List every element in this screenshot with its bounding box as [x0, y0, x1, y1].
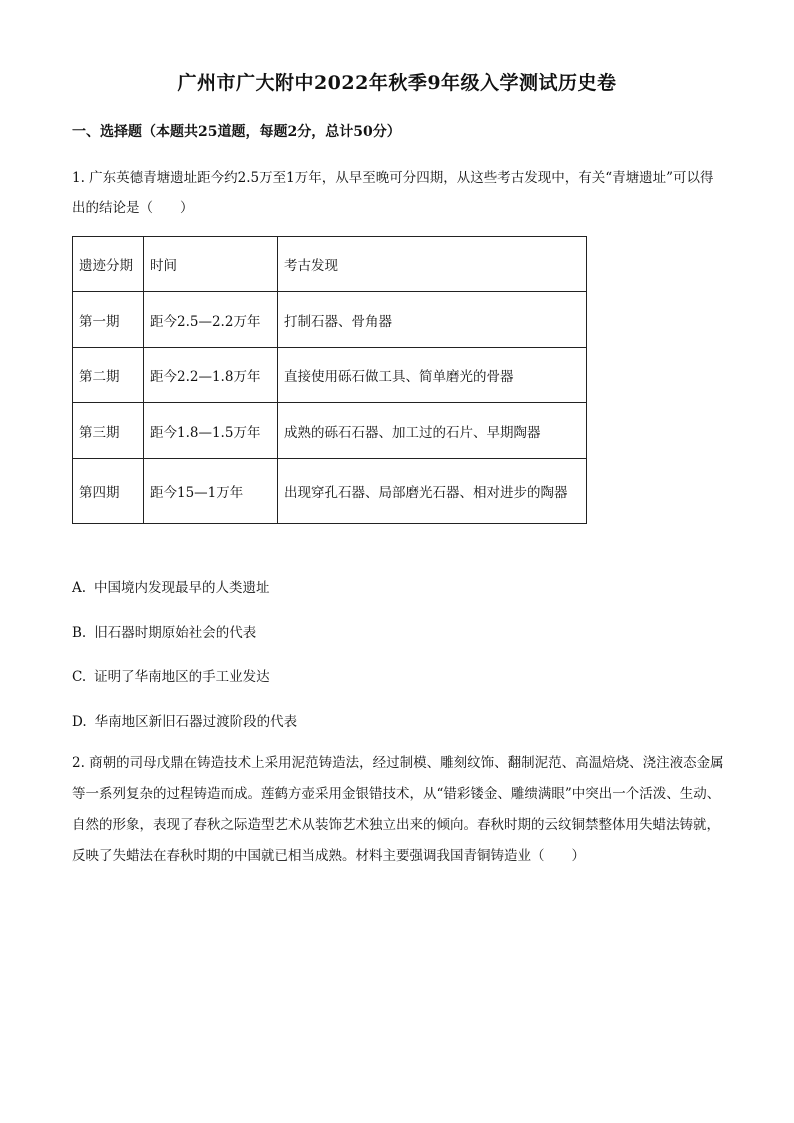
- option-letter: D.: [72, 714, 87, 730]
- table-cell: 第一期: [73, 292, 144, 348]
- table-cell: 第四期: [73, 459, 144, 524]
- section-heading: 一、选择题（本题共25道题，每题2分，总计50分）: [72, 124, 401, 140]
- option-a[interactable]: [72, 576, 270, 596]
- table-row: [73, 348, 587, 403]
- table-row: [73, 459, 587, 524]
- page-title: 广州市广大附中2022年秋季9年级入学测试历史卷: [177, 72, 617, 94]
- table-header-cell: 时间: [144, 237, 278, 292]
- table-cell: 直接使用砾石做工具、简单磨光的骨器: [278, 348, 587, 403]
- question-2-text: 2. 商朝的司母戊鼎在铸造技术上采用泥范铸造法，经过制模、雕刻纹饰、翻制泥范、高温焙烧、浇注液态金属等一系列复杂的过程铸造而成。莲鹤方壶采用金银错技术，从“错彩镂金、雕缋满眼”中突出一个活泼、生动、自然的形象，表现了春秋之际造型艺术从装饰艺术独立出来的倾向。春秋时期的云纹铜禁整体用失蜡法铸就，反映了失蜡法在春秋时期的中国就已相当成熟。材料主要强调我国青铜铸造业（ ）: [72, 755, 724, 864]
- archaeology-table: [72, 236, 587, 524]
- table-cell: 成熟的砾石石器、加工过的石片、早期陶器: [278, 403, 587, 459]
- option-text: 华南地区新旧石器过渡阶段的代表: [94, 714, 298, 730]
- option-text: 中国境内发现最早的人类遗址: [94, 580, 270, 596]
- table-cell: 距今1.8—1.5万年: [144, 403, 278, 459]
- table-cell: 距今2.5—2.2万年: [144, 292, 278, 348]
- option-letter: C.: [72, 669, 87, 685]
- table-header-row: [73, 237, 587, 292]
- table-cell: 距今2.2—1.8万年: [144, 348, 278, 403]
- table-cell: 出现穿孔石器、局部磨光石器、相对进步的陶器: [278, 459, 587, 524]
- option-letter: A.: [72, 580, 87, 596]
- option-text: 证明了华南地区的手工业发达: [94, 669, 270, 685]
- table-header-cell: 考古发现: [278, 237, 587, 292]
- option-d[interactable]: [72, 710, 297, 730]
- table-cell: 第三期: [73, 403, 144, 459]
- option-b[interactable]: [72, 621, 256, 641]
- question-1-text: 1. 广东英德青塘遗址距今约2.5万至1万年，从早至晚可分四期，从这些考古发现中，有关“青塘遗址”可以得出的结论是（ ）: [72, 170, 714, 216]
- table-cell: 第二期: [73, 348, 144, 403]
- option-c[interactable]: [72, 665, 270, 685]
- table-row: [73, 292, 587, 348]
- table-row: [73, 403, 587, 459]
- table-header-cell: 遗迹分期: [73, 237, 144, 292]
- option-text: 旧石器时期原始社会的代表: [94, 625, 257, 641]
- option-letter: B.: [72, 625, 87, 641]
- table-cell: 打制石器、骨角器: [278, 292, 587, 348]
- table-cell: 距今15—1万年: [144, 459, 278, 524]
